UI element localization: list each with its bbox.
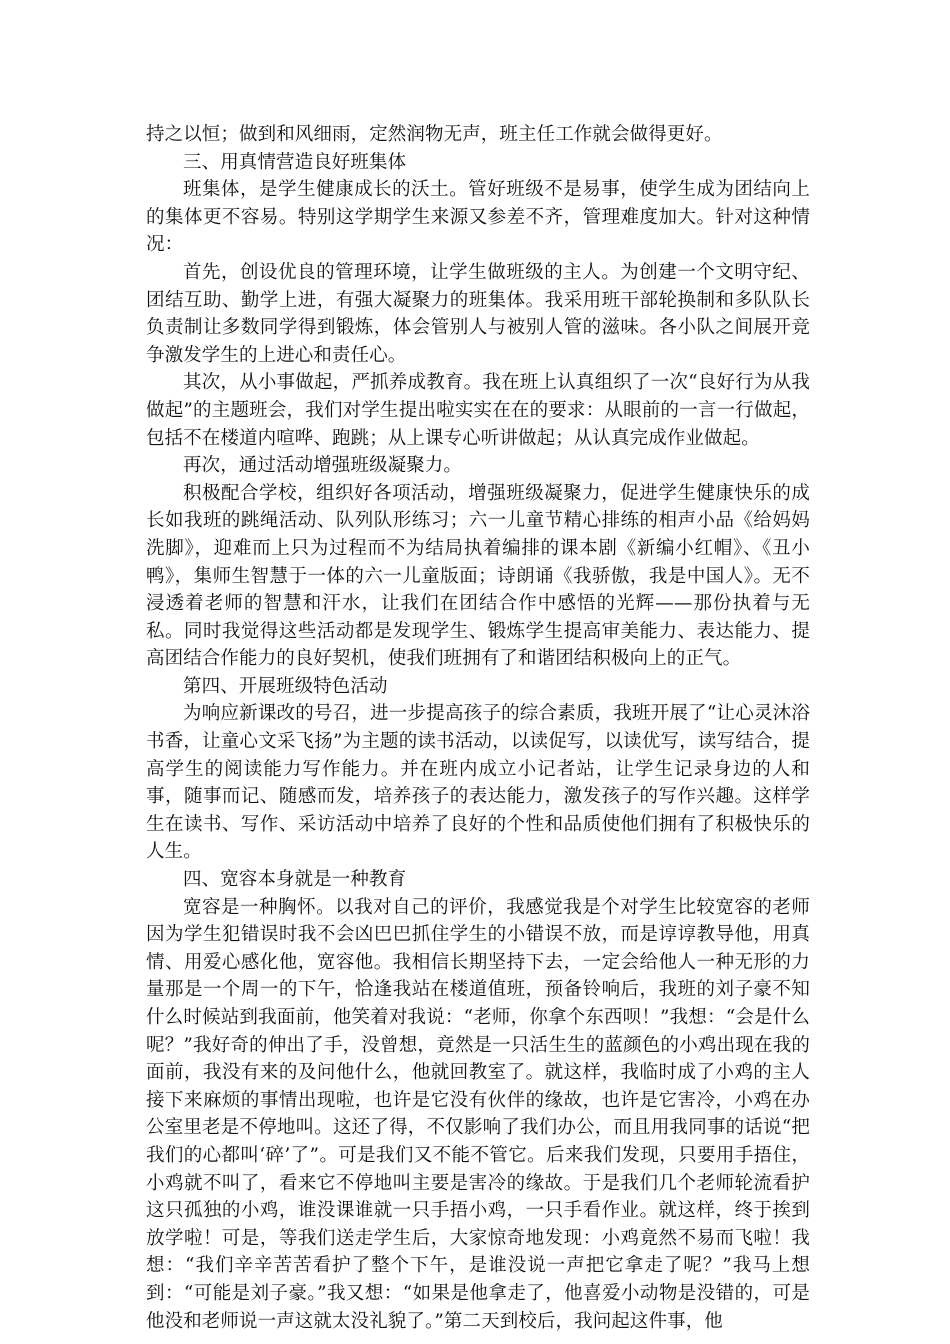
paragraph: 首先，创设优良的管理环境，让学生做班级的主人。为创建一个文明守纪、团结互助、勤学上进，有强大凝聚力的班集体。我采用班干部轮换制和多队队长负责制让多数同学得到锻炼，体会管别人与被别人管的滋味。各小队之间展开竞争激发学生的上进心和责任心。 bbox=[146, 261, 810, 366]
subsection-heading-4: 第四、开展班级特色活动 bbox=[183, 675, 388, 697]
paragraph: 其次，从小事做起，严抓养成教育。我在班上认真组织了一次“良好行为从我做起”的主题班会，我们对学生提出啦实实在在的要求：从眼前的一言一行做起，包括不在楼道内喧哗、跑跳；从上课专心听讲做起；从认真完成作业做起。 bbox=[146, 372, 810, 449]
paragraph: 积极配合学校，组织好各项活动，增强班级凝聚力，促进学生健康快乐的成长如我班的跳绳活动、队列队形练习；六一儿童节精心排练的相声小品《给妈妈洗脚》，迎难而上只为过程而不为结局执着编排的课本剧《新编小红帽》、《丑小鸭》，集师生智慧于一体的六一儿童版面；诗朗诵《我骄傲，我是中国人》。无不浸透着老师的智慧和汗水，让我们在团结合作中感悟的光辉——那份执着与无私。同时我觉得这些活动都是发现学生、锻炼学生提高审美能力、表达能力、提高团结合作能力的良好契机，使我们班拥有了和谐团结积极向上的正气。 bbox=[146, 482, 810, 670]
section-heading-4: 四、宽容本身就是一种教育 bbox=[183, 869, 407, 891]
paragraph: 为响应新课改的号召，进一步提高孩子的综合素质，我班开展了“让心灵沐浴书香，让童心文采飞扬”为主题的读书活动，以读促写，以读优写，读写结合，提高学生的阅读能力写作能力。并在班内成立小记者站，让学生记录身边的人和事，随事而记、随感而发，培养孩子的表达能力，激发孩子的写作兴趣。这样学生在读书、写作、采访活动中培养了良好的个性和品质使他们拥有了积极快乐的人生。 bbox=[146, 703, 810, 863]
section-heading-3: 三、用真情营造良好班集体 bbox=[183, 151, 407, 173]
paragraph: 班集体，是学生健康成长的沃土。管好班级不是易事，使学生成为团结向上的集体更不容易。特别这学期学生来源又参差不齐，管理难度加大。针对这种情况： bbox=[146, 179, 810, 256]
paragraph-continuation: 持之以恒；做到和风细雨，定然润物无声，班主任工作就会做得更好。 bbox=[146, 124, 723, 145]
paragraph: 再次，通过活动增强班级凝聚力。 bbox=[183, 455, 463, 477]
paragraph: 宽容是一种胸怀。以我对自己的评价，我感觉我是个对学生比较宽容的老师因为学生犯错误时我不会凶巴巴抓住学生的小错误不放，而是谆谆教导他，用真情、用爱心感化他，宽容他。我相信长期坚持下去，一定会给他人一种无形的力量那是一个周一的下午，恰逢我站在楼道值班，预备铃响后，我班的刘子豪不知什么时候站到我面前，他笑着对我说：“老师，你拿个东西呗！”我想：“会是什么呢？”我好奇的伸出了手，没曾想，竟然是一只活生生的蓝颜色的小鸡出现在我的面前，我没有来的及问他什么，他就回教室了。就这样，我临时成了小鸡的主人接下来麻烦的事情出现啦，也许是它没有伙伴的缘故，也许是它害冷，小鸡在办公室里老是不停地叫。这还了得，不仅影响了我们办公，而且用我同事的话说“把我们的心都叫‘碎’了”。可是我们又不能不管它。后来我们发现，只要用手捂住，小鸡就不叫了，看来它不停地叫主要是害冷的缘故。于是我们几个老师轮流看护这只孤独的小鸡，谁没课谁就一只手捂小鸡，一只手看作业。就这样，终于挨到放学啦！可是，等我们送走学生后，大家惊奇地发现：小鸡竟然不易而飞啦！我想：“我们辛辛苦苦看护了整个下午，是谁没说一声把它拿走了呢？”我马上想到：“可能是刘子豪。”我又想：“如果是他拿走了，他喜爱小动物是没错的，可是他没和老师说一声这就太没礼貌了。”第二天到校后，我问起这件事，他 bbox=[146, 896, 810, 1332]
